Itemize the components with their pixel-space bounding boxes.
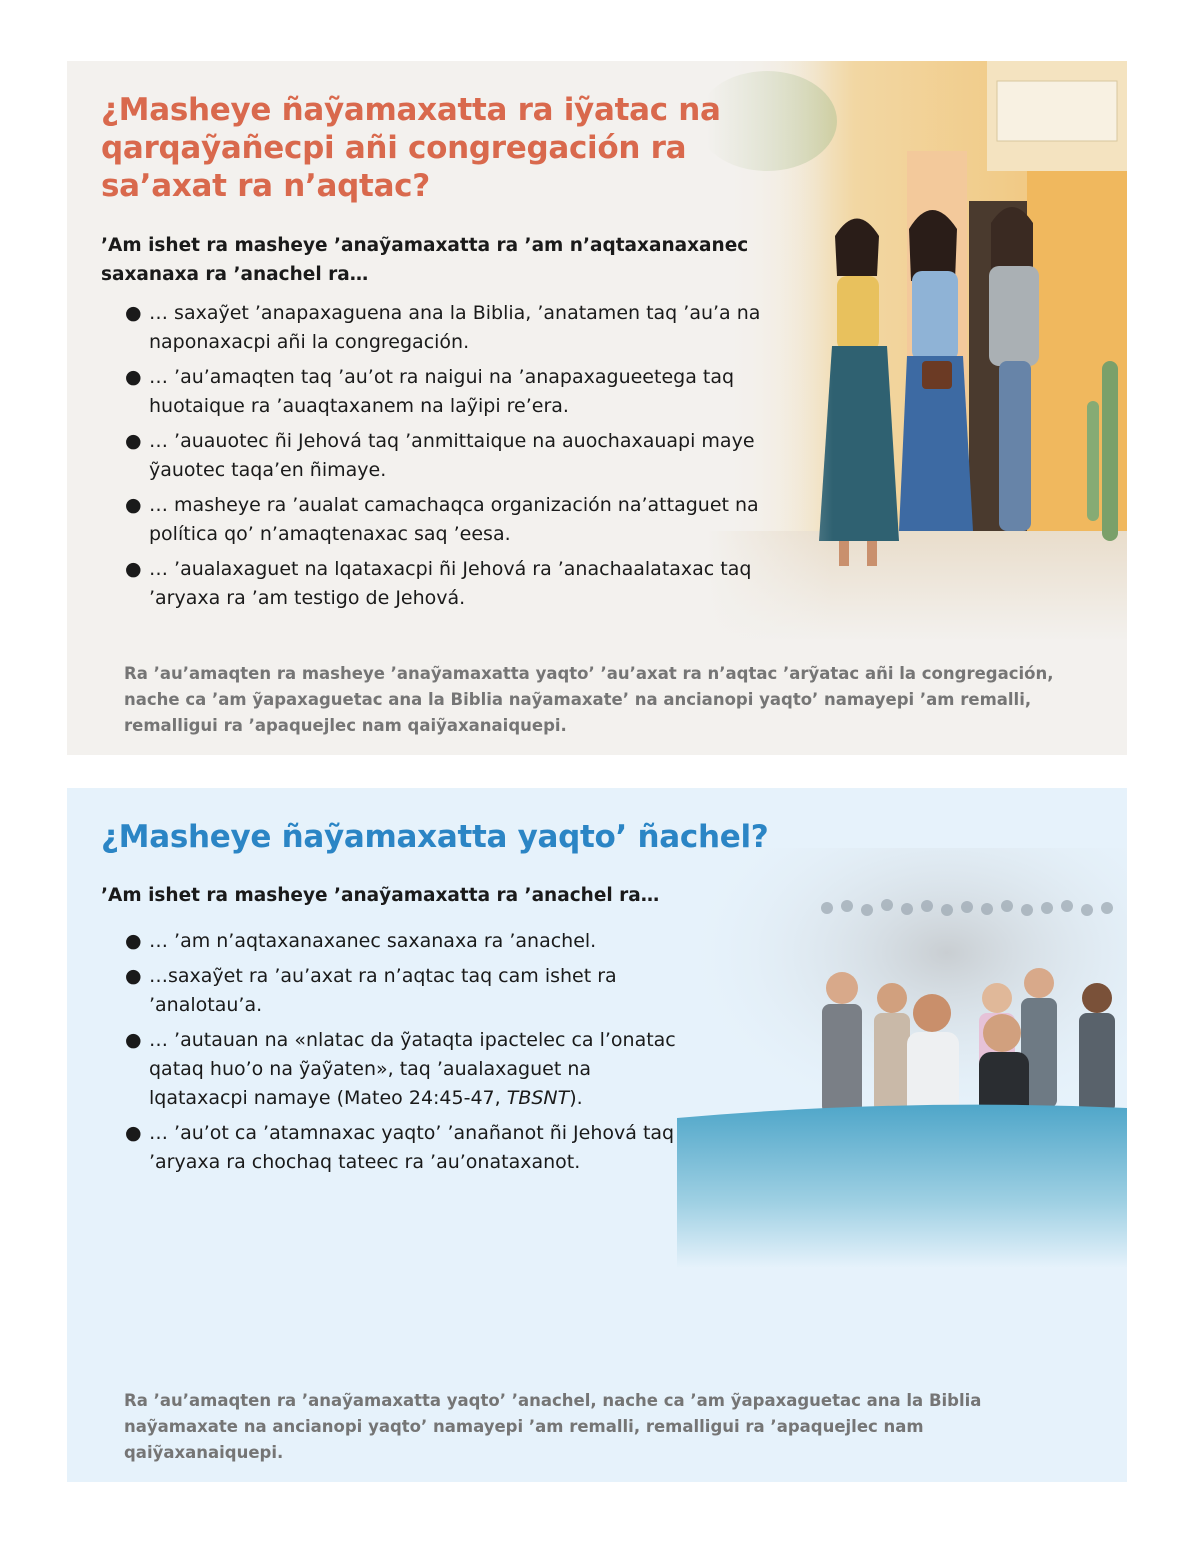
- section-lead: ’Am ishet ra masheye ’anaỹamaxatta ra ’anachel ra…: [101, 885, 660, 906]
- bullet-dot: ●: [125, 366, 142, 388]
- card-baptism-qualifications: [67, 788, 1127, 1482]
- list-item-text: … ’aualaxaguet na lqataxacpi ñi Jehová ra ’anachaalataxac taq ’aryaxa ra ’am testigo de Jehová.: [149, 558, 752, 609]
- list-item: [125, 927, 685, 956]
- bullet-dot: ●: [125, 494, 142, 516]
- list-item: [125, 491, 765, 549]
- list-item-text: …saxaỹet ra ’au’axat ra n’aqtac taq cam ishet ra ’analotau’a.: [149, 965, 617, 1016]
- list-item: [125, 1026, 685, 1113]
- section-title: ¿Masheye ñaỹamaxatta yaqto’ ñachel?: [101, 819, 769, 855]
- bullet-dot: ●: [125, 558, 142, 580]
- list-item-text: … ’am n’aqtaxanaxanec saxanaxa ra ’anachel.: [149, 930, 597, 952]
- bullet-dot: ●: [125, 1029, 142, 1051]
- list-item-text: … ’au’ot ca ’atamnaxac yaqto’ ’anañanot ñi Jehová taq ’aryaxa ra chochaq tateec ra ’au’onataxanot.: [149, 1122, 675, 1173]
- list-item: [125, 299, 765, 357]
- bullet-dot: ●: [125, 430, 142, 452]
- list-item: [125, 555, 765, 613]
- illustration-baptism: [677, 848, 1127, 1268]
- bullet-dot: ●: [125, 1122, 142, 1144]
- list-item: [125, 363, 765, 421]
- list-item-text: … ’autauan na «nlatac da ỹataqta ipactelec ca l’onatac qataq huo’o na ỹaỹaten», taq ’aualaxaguet na lqataxacpi namaye (Mateo 24:45-47,: [149, 1029, 676, 1109]
- illustration-ministry-conversation: [707, 61, 1127, 641]
- list-item: [125, 427, 765, 485]
- card-preach-qualifications: [67, 61, 1127, 755]
- list-item-text-end: ).: [569, 1087, 583, 1109]
- bullet-dot: ●: [125, 965, 142, 987]
- section-caption: Ra ’au’amaqten ra masheye ’anaỹamaxatta yaqto’ ’au’axat ra n’aqtac ’arỹatac añi la congregación, nache ca ’am ỹapaxaguetac ana la Biblia naỹamaxate’ na ancianopi yaqto’ namayepi ’am remalli, remalligui ra ’apaquejlec nam qaiỹaxanaiquepi.: [124, 664, 1054, 735]
- section-caption: Ra ’au’amaqten ra ’anaỹamaxatta yaqto’ ’anachel, nache ca ’am ỹapaxaguetac ana la Biblia naỹamaxate na ancianopi yaqto’ namayepi ’am remalli, remalligui ra ’apaquejlec nam qaiỹaxanaiquepi.: [124, 1391, 982, 1462]
- list-item: [125, 962, 685, 1020]
- list-item-text: … saxaỹet ’anapaxaguena ana la Biblia, ’anatamen taq ’au’a na naponaxacpi añi la congregación.: [149, 302, 761, 353]
- section-lead: ’Am ishet ra masheye ’anaỹamaxatta ra ’am n’aqtaxanaxanec saxanaxa ra ’anachel ra…: [101, 235, 749, 285]
- list-item-text: … ’au’amaqten taq ’au’ot ra naigui na ’anapaxagueetega taq huotaique ra ’auaqtaxanem na laỹipi re’era.: [149, 366, 735, 417]
- qualification-list: [125, 299, 765, 619]
- list-item-text: … masheye ra ’aualat camachaqca organización na’attaguet na política qo’ n’amaqtenaxac saq ’eesa.: [149, 494, 759, 545]
- baptism-qualification-list: [125, 927, 685, 1183]
- list-item-text: … ’auauotec ñi Jehová taq ’anmittaique na auochaxauapi maye ỹauotec taqa’en ñimaye.: [149, 430, 755, 481]
- bullet-dot: ●: [125, 930, 142, 952]
- section-title: ¿Masheye ñaỹamaxatta ra iỹatac na qarqaỹañecpi añi congregación ra sa’axat ra n’aqtac?: [101, 92, 721, 204]
- list-item: [125, 1119, 685, 1177]
- bible-version-abbrev: TBSNT: [506, 1087, 570, 1109]
- bullet-dot: ●: [125, 302, 142, 324]
